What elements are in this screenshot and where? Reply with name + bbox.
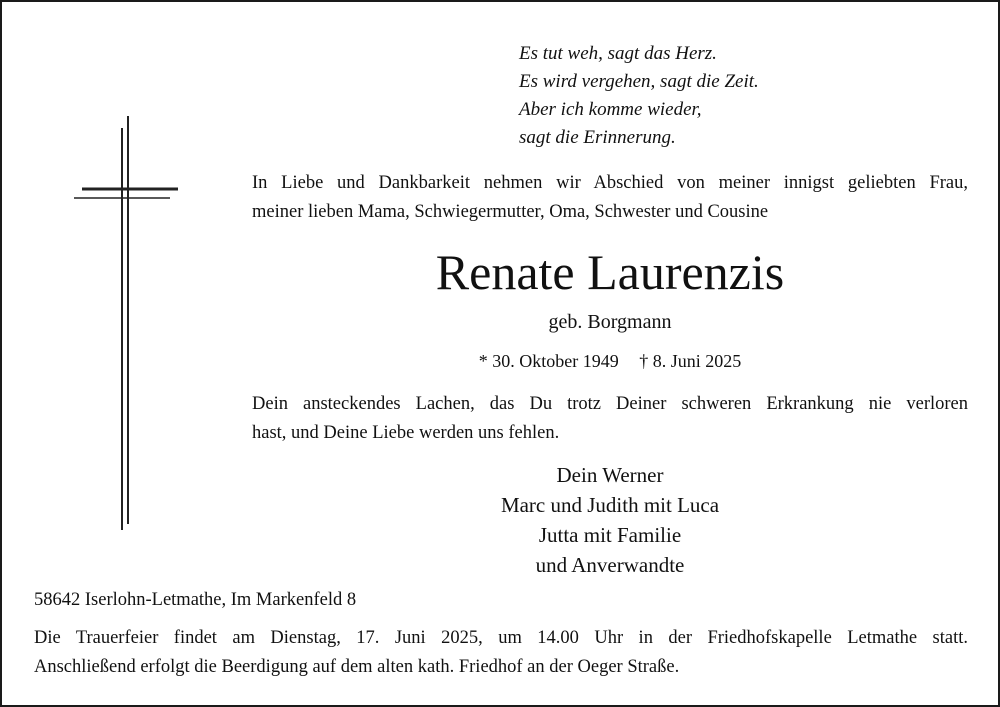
- signer: und Anverwandte: [535, 553, 685, 577]
- signer: Jutta mit Familie: [538, 523, 682, 547]
- intro-line: In Liebe und Dankbarkeit nehmen wir Abschied von meiner innigst geliebten Frau,: [252, 173, 968, 193]
- signers: [452, 460, 768, 580]
- service-line: Die Trauerfeier findet am Dienstag, 17. Juni 2025, um 14.00 Uhr in der Friedhofskapelle Letmathe statt.: [34, 628, 968, 648]
- service-info: [34, 624, 968, 682]
- signer: Marc und Judith mit Luca: [500, 493, 720, 517]
- poem: [519, 40, 759, 152]
- poem-line: Aber ich komme wieder,: [519, 99, 702, 120]
- life-dates: [252, 347, 968, 375]
- death-date: † 8. Juni 2025: [639, 351, 742, 371]
- poem-line: Es wird vergehen, sagt die Zeit.: [519, 71, 759, 92]
- intro-text: [252, 169, 968, 227]
- birth-date: * 30. Oktober 1949: [478, 351, 619, 371]
- address: 58642 Iserlohn-Letmathe, Im Markenfeld 8: [34, 590, 357, 610]
- deceased-name: Renate Laurenzis: [435, 244, 785, 300]
- signer: Dein Werner: [556, 463, 664, 487]
- tribute-line: hast, und Deine Liebe werden uns fehlen.: [252, 423, 560, 443]
- cross-icon: [72, 114, 182, 534]
- intro-line: meiner lieben Mama, Schwiegermutter, Oma, Schwester und Cousine: [252, 202, 769, 222]
- poem-line: Es tut weh, sagt das Herz.: [519, 43, 717, 64]
- tribute-text: [252, 390, 968, 448]
- poem-line: sagt die Erinnerung.: [519, 127, 676, 148]
- service-line: Anschließend erfolgt die Beerdigung auf dem alten kath. Friedhof an der Oeger Straße.: [34, 657, 680, 677]
- tribute-line: Dein ansteckendes Lachen, das Du trotz Deiner schweren Erkrankung nie verloren: [252, 394, 968, 414]
- birth-name: geb. Borgmann: [548, 311, 672, 333]
